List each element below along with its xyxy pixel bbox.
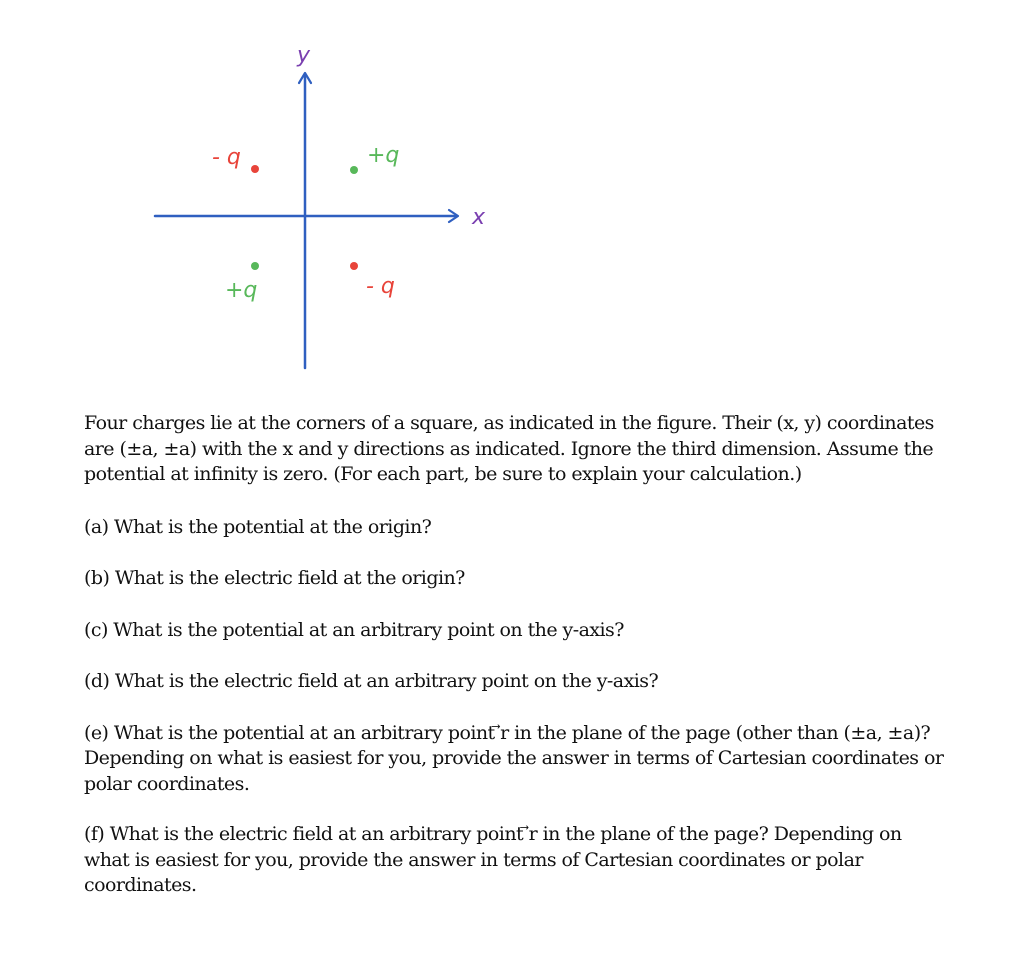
charge-label-bottom-right: - q — [366, 274, 395, 299]
question-d: (d) What is the electric field at an arbitrary point on the y-axis? — [84, 670, 659, 692]
y-axis-label: y — [297, 43, 311, 68]
charge-label-bottom-left: +q — [225, 278, 258, 303]
x-axis-label: x — [472, 205, 486, 230]
charge-diagram — [0, 0, 1024, 400]
charge-label-top-left: - q — [212, 145, 241, 170]
problem-text — [84, 411, 944, 924]
question-e: (e) What is the potential at an arbitrary point ⃗r in the plane of the page (other than (±a, ±a)? Depending on what is easiest for you, provide the answer in terms of Cartesian coordinates or polar coordinates. — [84, 721, 944, 795]
charge-dot-bottom-right — [350, 262, 358, 270]
charge-dot-top-right — [350, 166, 358, 174]
question-b: (b) What is the electric field at the origin? — [84, 567, 465, 589]
charge-dot-bottom-left — [251, 262, 259, 270]
question-a: (a) What is the potential at the origin? — [84, 515, 432, 538]
charge-dot-top-left — [251, 165, 259, 173]
question-c: (c) What is the potential at an arbitrary point on the y-axis? — [84, 618, 624, 641]
question-f: (f) What is the electric field at an arbitrary point ⃗r in the plane of the page? Depending on what is easiest for you, provide the answer in terms of Cartesian coordinates or polar coordinates. — [84, 823, 902, 896]
charge-label-top-right: +q — [367, 143, 400, 168]
problem-intro: Four charges lie at the corners of a square, as indicated in the figure. Their (x, y) coordinates are (±a, ±a) with the x and y directions as indicated. Ignore the third dimension. Assume the potential at infinity is zero. (For each part, be sure to explain your calculation.) — [84, 412, 934, 485]
